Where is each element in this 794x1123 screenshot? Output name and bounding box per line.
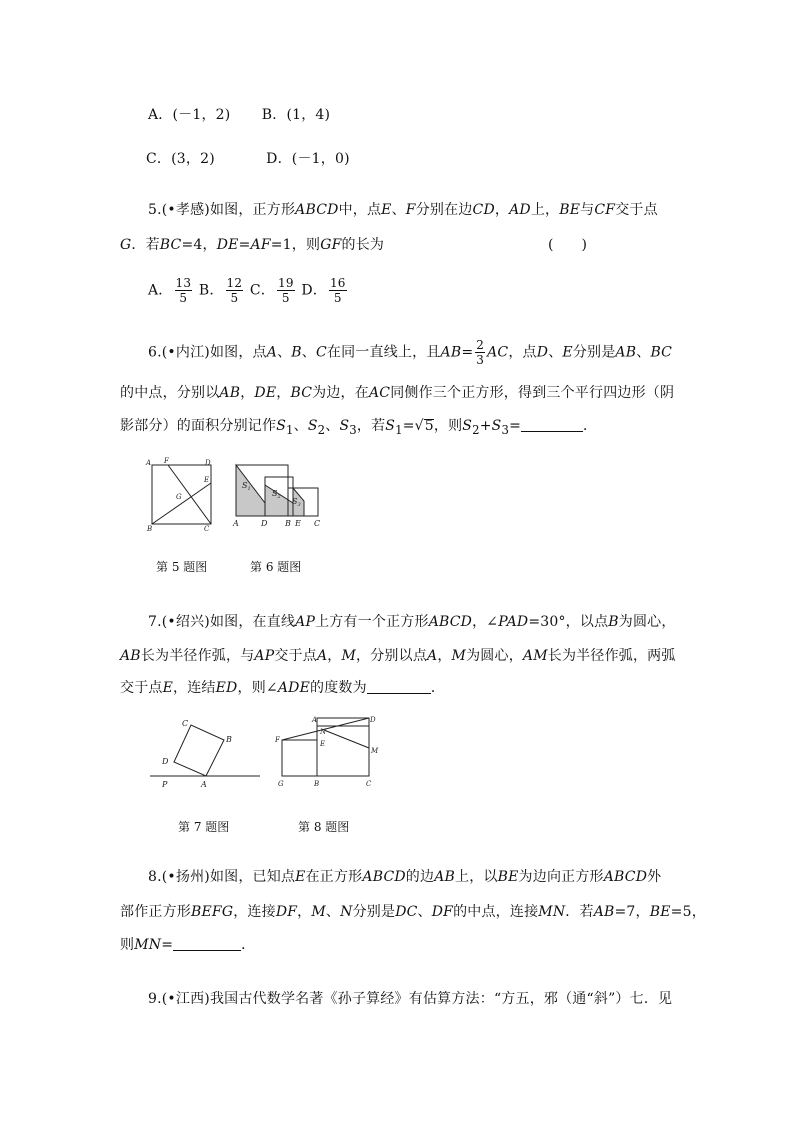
figure-5 xyxy=(144,456,222,532)
q7-line3: 交于点E，连结ED，则∠ADE的度数为 ． xyxy=(120,680,446,696)
label-a: A xyxy=(312,716,318,724)
q4-option-b: B．(1，4) xyxy=(261,107,331,123)
label-d: D xyxy=(261,519,268,528)
answer-blank xyxy=(521,417,583,432)
q4-option-c: C．(3，2) xyxy=(146,151,215,167)
q5-option-b-label: B． xyxy=(198,282,224,299)
figure-8-caption: 第 8 题图 xyxy=(298,820,350,834)
q6-line3: 影部分）的面积分别记作$S_1$、$S_2$、$S_3$，若$S_1=√5$，则$S_2+S_3=$ ． xyxy=(120,418,598,437)
q4-option-d: D．(－1，0) xyxy=(266,151,350,167)
q5-options xyxy=(148,276,349,305)
q5-option-a-fraction: $\frac{13}{5}$ xyxy=(175,276,192,305)
q4-options-row1 xyxy=(148,104,330,124)
figure-6-caption: 第 6 题图 xyxy=(250,560,302,574)
label-d: D xyxy=(370,716,376,724)
label-a: A xyxy=(201,780,207,789)
sqrt-radicand: 5 xyxy=(424,418,434,434)
label-g: G xyxy=(176,493,182,501)
figure-6 xyxy=(228,456,332,532)
square-befg xyxy=(282,740,317,776)
label-c: C xyxy=(204,525,210,532)
q4-option-a: A．(－1，2) xyxy=(148,107,231,123)
label-f: F xyxy=(275,736,280,744)
label-b: B xyxy=(147,525,153,532)
label-e: E xyxy=(295,519,301,528)
q6-fraction: $\frac{2}{3}$ xyxy=(476,338,485,367)
q7-line1: 7.(•绍兴)如图，在直线AP上方有一个正方形ABCD，∠PAD=30°，以点B为圆心， xyxy=(148,614,676,630)
label-b: B xyxy=(285,519,291,528)
sqrt-symbol: √ xyxy=(414,418,424,434)
label-s3: $S_3$ xyxy=(292,497,301,508)
question-source: (•孝感) xyxy=(161,202,210,218)
label-c: C xyxy=(366,780,372,788)
figure-5-caption: 第 5 题图 xyxy=(156,560,208,574)
label-g: G xyxy=(278,780,284,788)
answer-paren: ( ) xyxy=(548,237,587,253)
figure-8 xyxy=(272,712,384,792)
label-b: B xyxy=(314,780,320,788)
label-f: F xyxy=(164,457,169,465)
label-n: N xyxy=(320,728,327,736)
label-s1: $S_1$ xyxy=(242,481,251,492)
segment-cf xyxy=(168,465,211,524)
question-source: (•绍兴) xyxy=(161,614,210,630)
question-number: 5. xyxy=(148,202,162,218)
q8-line2: 部作正方形BEFG，连接DF，M、N分别是DC、DF的中点，连接MN．若AB=7，BE=5， xyxy=(120,904,706,920)
q5-line1: 5.(•孝感)如图，正方形ABCD中，点E、F分别在边CD，AD上，BE与CF交于点 xyxy=(148,202,658,218)
q8-line3: 则MN= ． xyxy=(120,937,256,953)
label-b: B xyxy=(226,735,232,744)
question-source: (•江西) xyxy=(161,991,210,1007)
q6-line2: 的中点，分别以AB，DE，BC为边，在AC同侧作三个正方形，得到三个平行四边形（阴 xyxy=(120,385,675,401)
label-c: C xyxy=(314,519,321,528)
question-number: 6. xyxy=(148,344,162,361)
label-d: D xyxy=(205,459,211,467)
q9-text: 我国古代数学名著《孙子算经》有估算方法：“方五，邪（通“斜”）七．见 xyxy=(209,991,673,1007)
q5-option-d-fraction: $\frac{16}{5}$ xyxy=(329,276,346,305)
answer-blank xyxy=(173,936,241,951)
label-a: A xyxy=(233,519,239,528)
label-s2: $S_2$ xyxy=(272,489,281,500)
segment-be xyxy=(152,483,211,524)
question-number: 8. xyxy=(148,869,162,885)
question-source: (•扬州) xyxy=(161,869,210,885)
q5-option-c-fraction: $\frac{19}{5}$ xyxy=(278,276,294,305)
q5-option-c-label: C． xyxy=(249,282,275,299)
figure-7-caption: 第 7 题图 xyxy=(178,820,230,834)
q6-line1: 6.(•内江)如图，点A、B、C在同一直线上，且AB= $\frac{2}{3}$ AC，点D、E分别是AB、BC xyxy=(148,338,673,367)
label-a: A xyxy=(146,459,152,467)
label-e: E xyxy=(320,740,326,748)
label-d: D xyxy=(162,757,169,766)
label-p: P xyxy=(162,780,168,789)
question-number: 9. xyxy=(148,991,162,1007)
shaded-parallelogram-s2 xyxy=(265,485,293,516)
label-c: C xyxy=(182,719,189,728)
q5-option-b-fraction: $\frac{12}{5}$ xyxy=(226,276,243,305)
figure-7 xyxy=(148,716,262,794)
q9-line1 xyxy=(148,988,672,1008)
q4-options-row2 xyxy=(146,148,350,168)
label-m: M xyxy=(371,747,379,755)
q7-line2: AB长为半径作弧，与AP交于点A，M，分别以点A，M为圆心，AM长为半径作弧，两弧 xyxy=(120,648,676,664)
answer-blank xyxy=(367,679,431,694)
q5-line2: G．若BC=4，DE=AF=1，则GF的长为 xyxy=(120,237,385,253)
question-source: (•内江) xyxy=(161,344,210,361)
square-abcd xyxy=(174,725,224,776)
q5-option-a-label: A． xyxy=(148,282,173,299)
q8-line1: 8.(•扬州)如图，已知点E在正方形ABCD的边AB上，以BE为边向正方形ABCD外 xyxy=(148,869,662,885)
segment-mn xyxy=(324,730,369,748)
q5-option-d-label: D． xyxy=(301,282,327,299)
question-number: 7. xyxy=(148,614,162,630)
label-e: E xyxy=(204,476,210,484)
